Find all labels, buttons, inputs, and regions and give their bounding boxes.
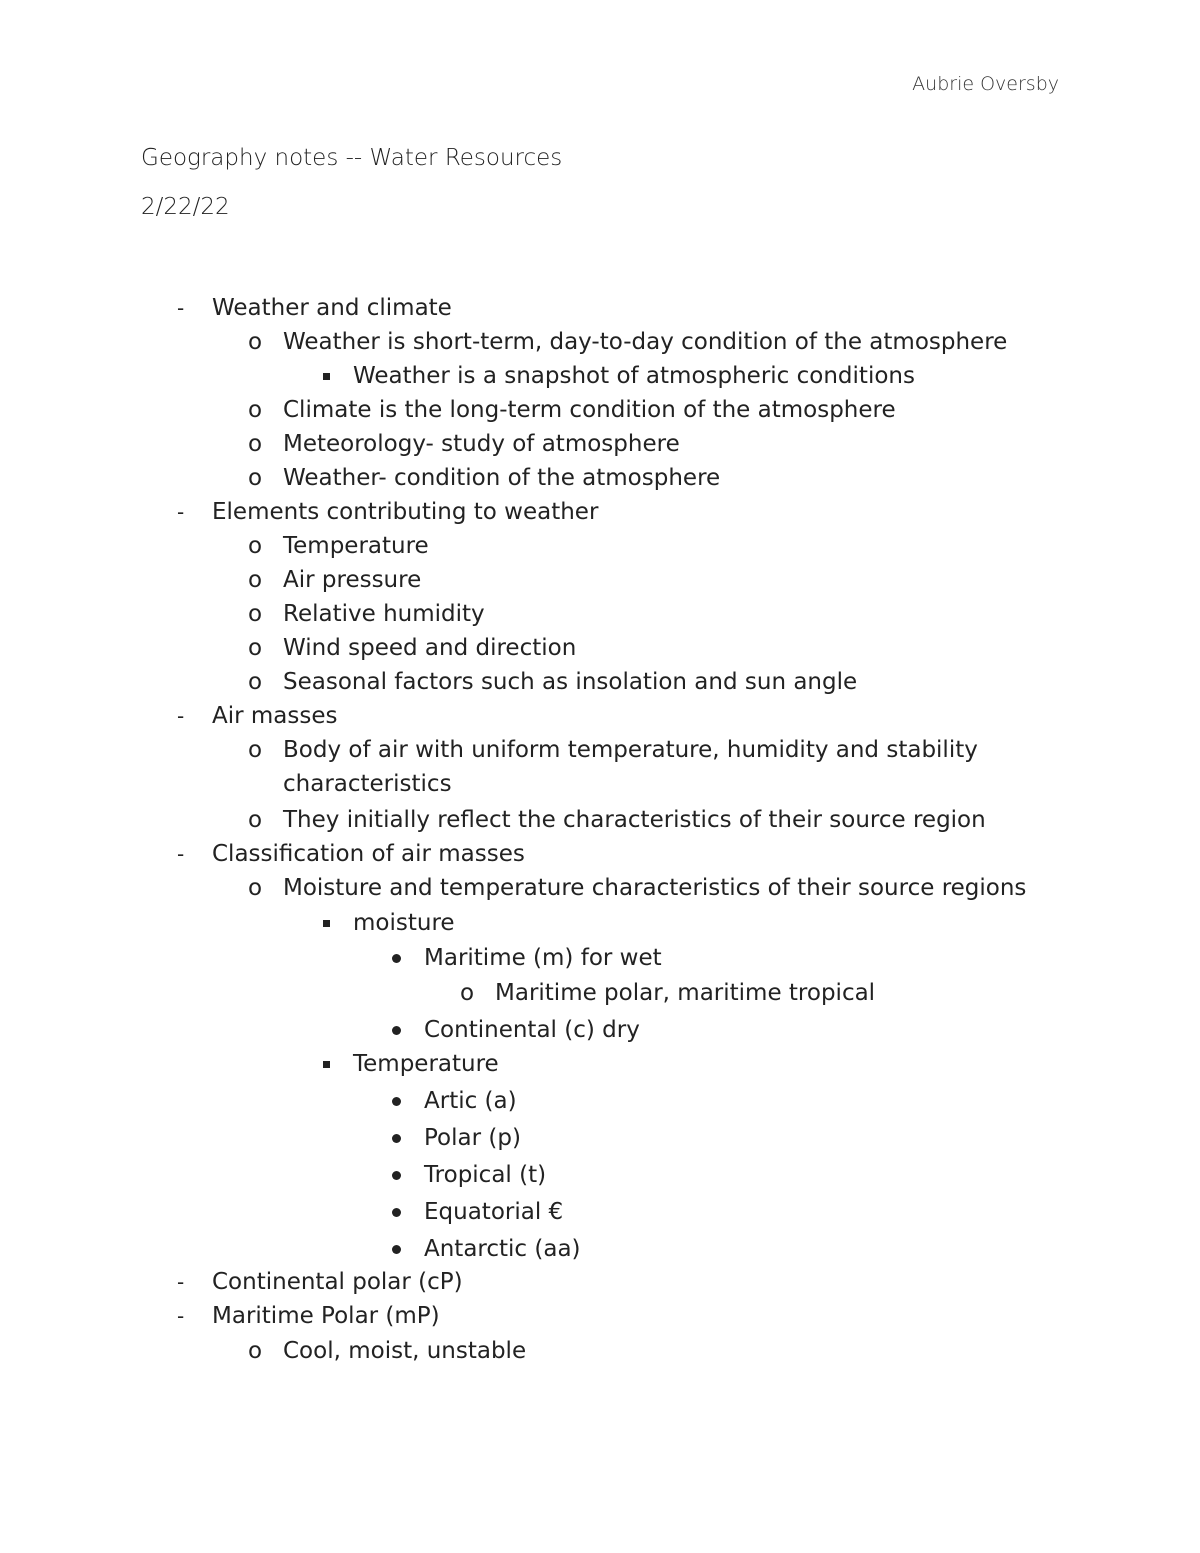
author-name: Aubrie Oversby (912, 73, 1059, 95)
round-bullet-icon (392, 1026, 401, 1035)
outline-item-text: Meteorology- study of atmosphere (283, 431, 680, 457)
hollow-bullet-icon: o (248, 669, 263, 695)
outline-item-text: Equatorial € (424, 1199, 564, 1225)
outline-item-text: Climate is the long-term condition of the atmosphere (283, 397, 896, 423)
outline-item-text: Continental (c) dry (424, 1017, 640, 1043)
round-bullet-icon (392, 1208, 401, 1217)
hollow-bullet-icon: o (248, 431, 263, 457)
hollow-bullet-icon: o (248, 397, 263, 423)
outline-item-text: Maritime (m) for wet (424, 945, 662, 971)
hollow-bullet-icon: o (248, 567, 263, 593)
outline-item-text: Temperature (353, 1051, 499, 1077)
round-bullet-icon (392, 1171, 401, 1180)
outline-item-text: Weather- condition of the atmosphere (283, 465, 721, 491)
outline-item-text: Relative humidity (283, 601, 485, 627)
dash-bullet-icon: - (177, 1304, 185, 1328)
dash-bullet-icon: - (177, 296, 185, 320)
dash-bullet-icon: - (177, 500, 185, 524)
outline-item-text: Classification of air masses (212, 841, 525, 867)
outline-item-text: Weather and climate (212, 295, 452, 321)
round-bullet-icon (392, 1245, 401, 1254)
outline-item-text: They initially reflect the characteristics of their source region (283, 807, 986, 833)
hollow-bullet-icon: o (248, 533, 263, 559)
dash-bullet-icon: - (177, 842, 185, 866)
hollow-bullet-icon: o (248, 601, 263, 627)
outline-item-text: Cool, moist, unstable (283, 1338, 527, 1364)
outline-item-text: Continental polar (cP) (212, 1269, 463, 1295)
hollow-bullet-icon: o (460, 980, 475, 1006)
hollow-bullet-icon: o (248, 465, 263, 491)
dash-bullet-icon: - (177, 704, 185, 728)
outline-item-text: Polar (p) (424, 1125, 521, 1151)
outline-item-text: moisture (353, 910, 455, 936)
outline-item-text: Air masses (212, 703, 338, 729)
outline-item-text: Weather is a snapshot of atmospheric conditions (353, 363, 915, 389)
hollow-bullet-icon: o (248, 329, 263, 355)
hollow-bullet-icon: o (248, 875, 263, 901)
outline-item-text: characteristics (283, 771, 452, 797)
hollow-bullet-icon: o (248, 635, 263, 661)
outline-item-text: Antarctic (aa) (424, 1236, 581, 1262)
dash-bullet-icon: - (177, 1270, 185, 1294)
hollow-bullet-icon: o (248, 807, 263, 833)
square-bullet-icon (323, 920, 330, 927)
hollow-bullet-icon: o (248, 1338, 263, 1364)
outline-item-text: Maritime polar, maritime tropical (495, 980, 876, 1006)
outline-item-text: Air pressure (283, 567, 422, 593)
outline-item-text: Weather is short-term, day-to-day condition of the atmosphere (283, 329, 1008, 355)
round-bullet-icon (392, 954, 401, 963)
outline-item-text: Moisture and temperature characteristics of their source regions (283, 875, 1027, 901)
square-bullet-icon (323, 373, 330, 380)
hollow-bullet-icon: o (248, 737, 263, 763)
outline-item-text: Elements contributing to weather (212, 499, 599, 525)
document-title: Geography notes -- Water Resources (141, 145, 563, 171)
outline-item-text: Seasonal factors such as insolation and sun angle (283, 669, 858, 695)
round-bullet-icon (392, 1097, 401, 1106)
outline-item-text: Body of air with uniform temperature, humidity and stability (283, 737, 978, 763)
outline-item-text: Wind speed and direction (283, 635, 577, 661)
outline-item-text: Maritime Polar (mP) (212, 1303, 440, 1329)
round-bullet-icon (392, 1134, 401, 1143)
outline-item-text: Temperature (283, 533, 429, 559)
document-date: 2/22/22 (141, 194, 230, 220)
outline-item-text: Artic (a) (424, 1088, 517, 1114)
square-bullet-icon (323, 1061, 330, 1068)
outline-item-text: Tropical (t) (424, 1162, 547, 1188)
